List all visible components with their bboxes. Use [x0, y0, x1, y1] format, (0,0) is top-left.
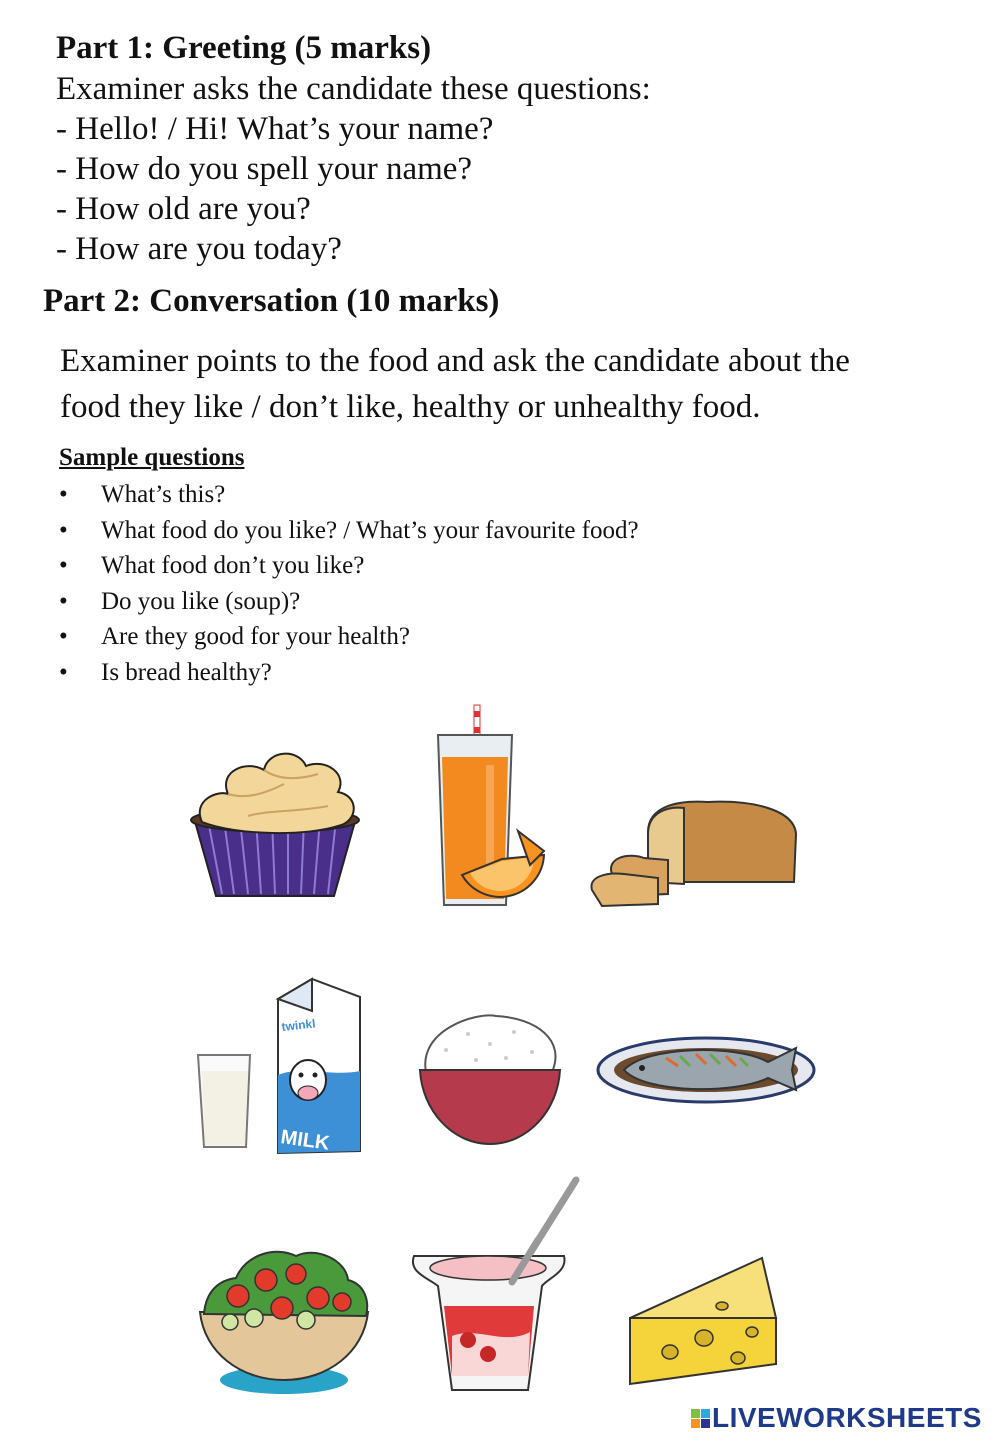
milk-brand-text: twinkl: [280, 1016, 317, 1034]
yogurt-image: [408, 1176, 580, 1398]
fish-plate-image: [596, 1032, 816, 1106]
logo-text: LIVEWORKSHEETS: [712, 1402, 982, 1433]
list-item: [59, 619, 639, 655]
liveworksheets-logo: [691, 1402, 982, 1434]
part2-intro-line: Examiner points to the food and ask the candidate about the: [60, 343, 850, 379]
list-item: [59, 655, 639, 691]
cheese-image: [626, 1254, 780, 1388]
part2-intro-line: food they like / don’t like, healthy or unhealthy food.: [60, 389, 761, 425]
part1-intro: Examiner asks the candidate these questions:: [56, 71, 651, 107]
list-item: [59, 584, 639, 620]
milk-label-text: MILK: [279, 1126, 331, 1155]
part1-question: - How are you today?: [56, 231, 342, 267]
bullet: •: [59, 552, 68, 580]
list-item: [59, 548, 639, 584]
rice-bowl-image: [416, 1010, 564, 1150]
salad-image: [196, 1240, 372, 1398]
logo-mark-icon: [691, 1409, 710, 1428]
sample-questions-title: Sample questions: [59, 444, 245, 471]
list-item: [59, 477, 639, 513]
question-text: What food don’t you like?: [101, 552, 365, 580]
part1-question: - Hello! / Hi! What’s your name?: [56, 111, 494, 147]
question-text: Do you like (soup)?: [101, 587, 301, 615]
cupcake-image: [188, 740, 366, 900]
part2-heading: Part 2: Conversation (10 marks): [43, 283, 500, 319]
part1-question: - How do you spell your name?: [56, 151, 473, 187]
part2-intro: [60, 338, 980, 430]
question-text: What food do you like? / What’s your favourite food?: [101, 516, 639, 544]
milk-image: [192, 975, 364, 1165]
question-text: Is bread healthy?: [101, 658, 272, 686]
part1-question: - How old are you?: [56, 191, 311, 227]
question-text: What’s this?: [101, 481, 226, 508]
bullet: •: [59, 623, 68, 651]
sample-questions-list: [59, 477, 639, 691]
bullet: •: [59, 481, 68, 508]
question-text: Are they good for your health?: [101, 623, 410, 651]
part1-heading: Part 1: Greeting (5 marks): [56, 30, 432, 66]
bullet: •: [59, 587, 68, 615]
bullet: •: [59, 516, 68, 544]
bread-loaf-image: [588, 798, 802, 910]
list-item: [59, 513, 639, 549]
bullet: •: [59, 658, 68, 686]
orange-juice-image: [432, 705, 550, 915]
